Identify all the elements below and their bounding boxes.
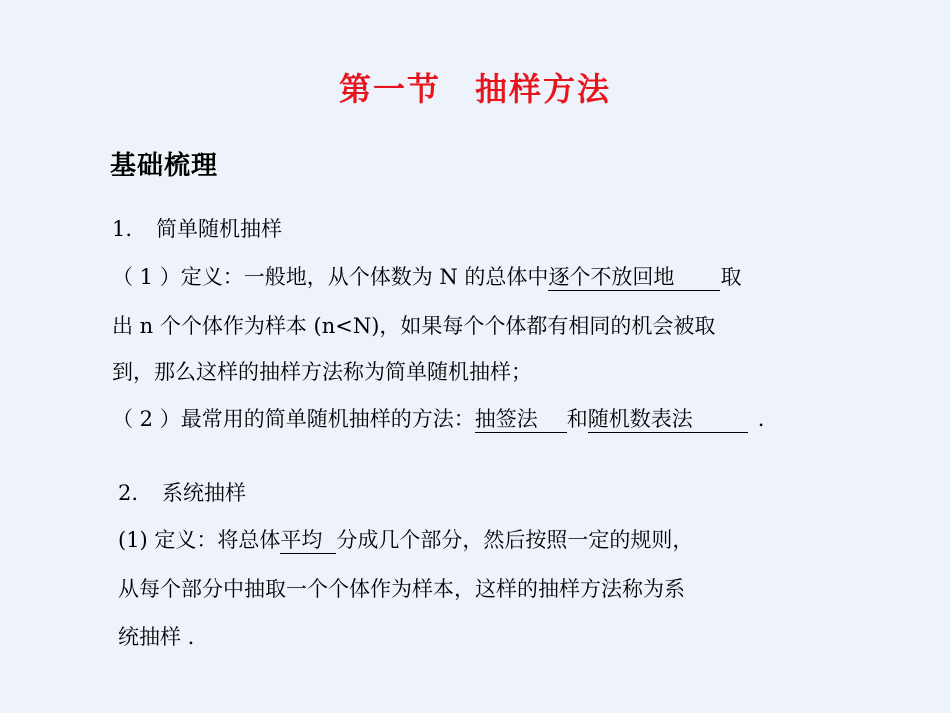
item1-methods-end: . xyxy=(757,407,765,431)
item1-def-blank: 逐个不放回地 xyxy=(548,264,720,291)
item1-methods-blank1: 抽签法 xyxy=(475,406,567,433)
item2-def-line1 xyxy=(118,525,693,555)
item2-def-suffix: 分成几个部分，然后按照一定的规则， xyxy=(336,528,694,552)
item1-def-line3: 到，那么这样的抽样方法称为简单随机抽样； xyxy=(112,360,532,384)
item1-methods-line xyxy=(112,404,764,434)
item1-methods-and: 和 xyxy=(566,407,588,431)
page-title: 第一节 抽样方法 xyxy=(338,70,611,108)
item1-number: 1. xyxy=(112,217,133,241)
item1-def-line1 xyxy=(112,262,741,292)
item1-heading: 简单随机抽样 xyxy=(156,217,283,241)
item1-heading-line xyxy=(112,214,282,244)
item1-methods-blank2: 随机数表法 xyxy=(588,406,748,433)
item2-heading: 系统抽样 xyxy=(162,481,247,505)
item2-def-blank: 平均 xyxy=(280,527,336,554)
item1-def-suffix: 取 xyxy=(720,265,742,289)
item2-number: 2. xyxy=(118,481,139,505)
item2-def-prefix: (1) 定义：将总体 xyxy=(118,528,281,552)
section-heading: 基础梳理 xyxy=(110,151,219,181)
item2-heading-line xyxy=(118,478,246,508)
item2-def-line2: 从每个部分中抽取一个个体作为样本，这样的抽样方法称为系 xyxy=(118,577,685,601)
item1-def-prefix: （ 1 ）定义：一般地，从个体数为 N 的总体中 xyxy=(112,265,549,289)
item2-def-line3: 统抽样 . xyxy=(118,625,195,649)
item1-methods-prefix: （ 2 ）最常用的简单随机抽样的方法： xyxy=(112,407,475,431)
item1-def-line2: 出 n 个个体作为样本 (n<N)，如果每个个体都有相同的机会被取 xyxy=(112,314,716,338)
